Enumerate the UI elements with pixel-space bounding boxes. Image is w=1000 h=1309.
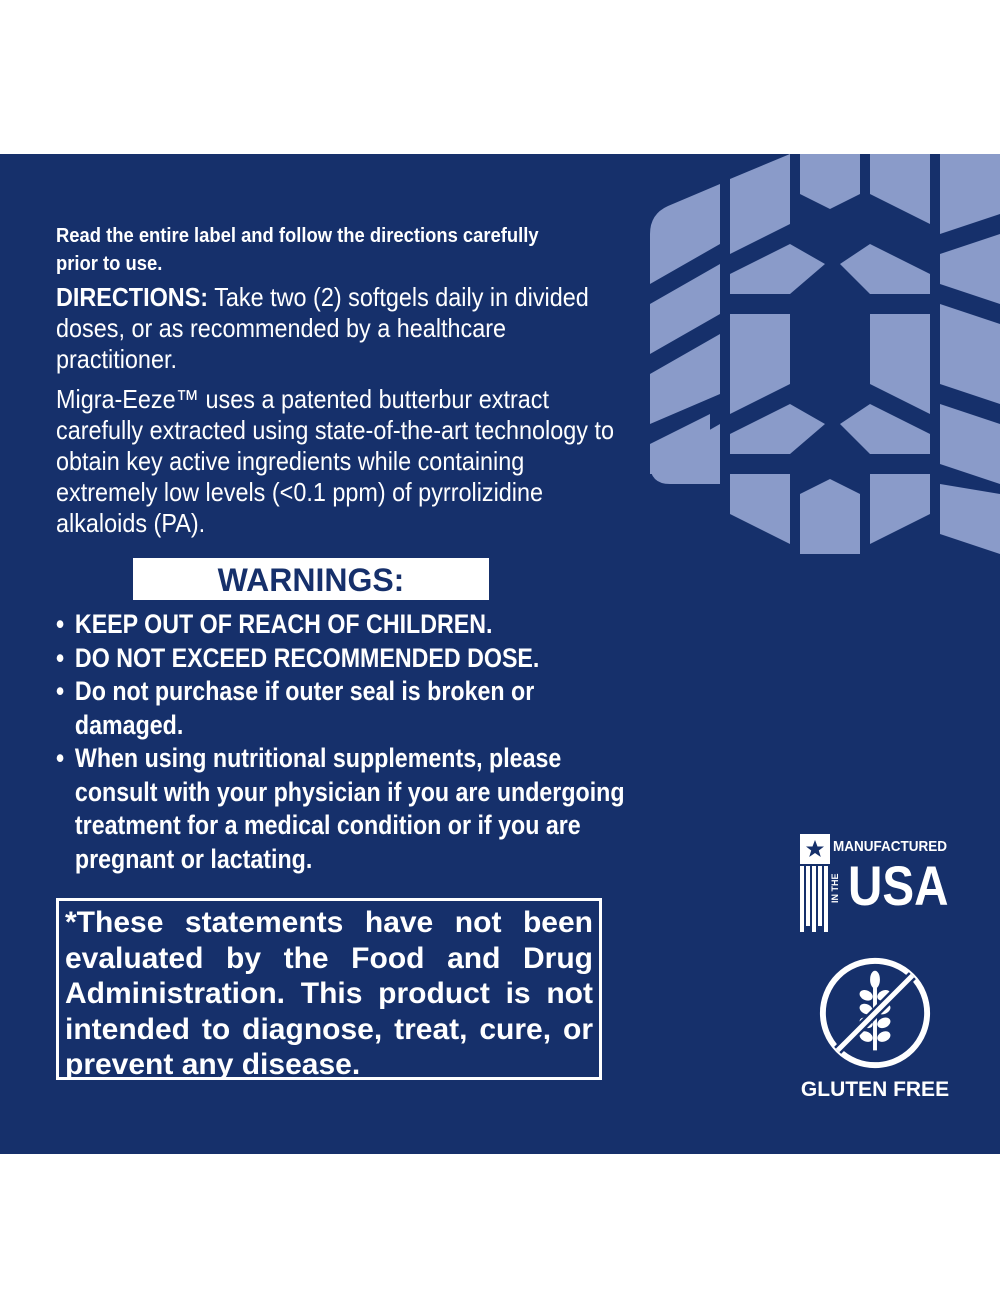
warning-item: • When using nutritional supplements, please consult with your physician if you are undergoing treatment for a medical condition or if you are pregnant or lactating.: [56, 743, 625, 874]
gluten-free-badge: [800, 954, 950, 1114]
made-in-usa-badge: [800, 834, 950, 934]
usa-badge-top: MANUFACTURED: [833, 838, 948, 855]
gluten-free-wheat-icon: [816, 954, 934, 1072]
usa-badge-main: USA: [848, 854, 949, 917]
warning-item: • KEEP OUT OF REACH OF CHILDREN.: [56, 609, 493, 639]
gluten-free-label: GLUTEN FREE: [800, 1078, 950, 1101]
warnings-list: [56, 608, 656, 876]
warning-item: • Do not purchase if outer seal is broken or damaged.: [56, 676, 535, 740]
fda-disclaimer-box: [56, 898, 602, 1080]
product-description: Migra-Eeze™ uses a patented butterbur extract carefully extracted using state-of-the-art technology to obtain key active ingredients while containing extremely low levels (<0.1 ppm) of pyrrolizidine alkaloids (PA).: [56, 384, 614, 538]
fda-disclaimer-text: *These statements have not been evaluated by the Food and Drug Administration. This product is not intended to diagnose, treat, cure, or prevent any disease.: [65, 906, 593, 1081]
decorative-hex-pattern: [650, 154, 1000, 554]
warnings-title: WARNINGS:: [133, 558, 489, 600]
warning-item: • DO NOT EXCEED RECOMMENDED DOSE.: [56, 642, 540, 673]
label-panel: [0, 154, 1000, 1154]
directions-label: DIRECTIONS:: [56, 282, 209, 312]
directions-body: Take two (2) softgels daily in divided doses, or as recommended by a healthcare practitioner.: [56, 282, 589, 374]
usa-badge-side: IN THE: [830, 873, 840, 903]
usa-flag-icon: [800, 834, 830, 934]
directions-text: [56, 282, 614, 375]
intro-text: Read the entire label and follow the directions carefully prior to use.: [56, 225, 539, 275]
